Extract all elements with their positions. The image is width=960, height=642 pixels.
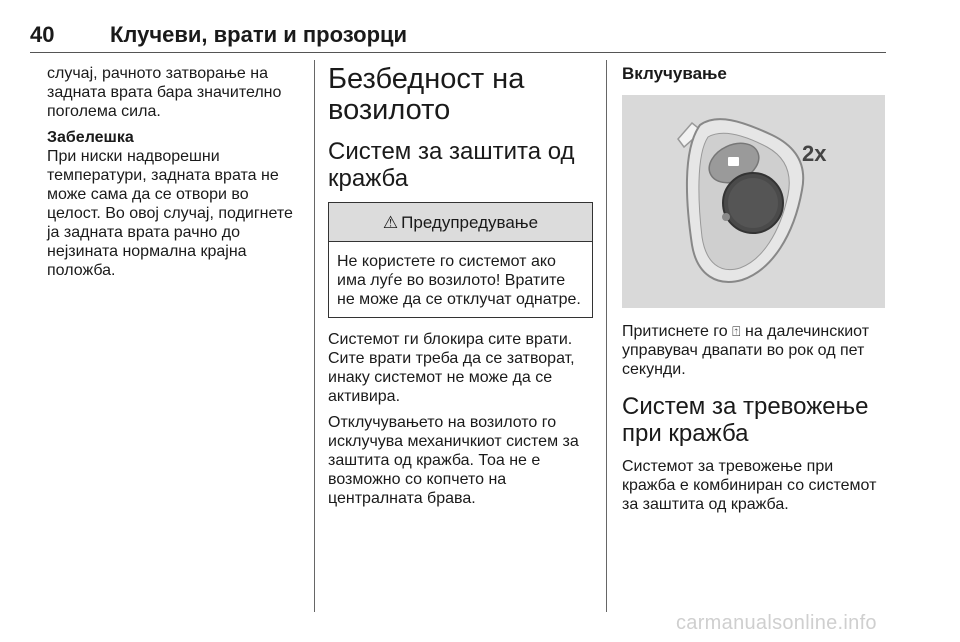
paragraph: Системот ги блокира сите врати. Сите врати треба да се затворат, инаку системот не може да се активира. (328, 331, 575, 405)
caption-text: Притиснете го (622, 323, 728, 340)
column-middle (328, 64, 593, 515)
warning-text: Не користете го системот ако има луѓе во возилото! Вратите не може да се отклучат однатре. (337, 253, 581, 308)
page-header (30, 16, 886, 53)
subsection-heading: Вклучување (622, 64, 727, 83)
key-fob-icon (622, 95, 885, 308)
paragraph: Системот за тревожење при кражба е комбиниран со системот за заштита од кражба. (622, 458, 877, 513)
warning-triangle-icon: ⚠ (382, 212, 399, 232)
warning-box (328, 202, 593, 318)
paragraph: случај, рачното затворање на задната врата бара значително поголема сила. (47, 65, 282, 120)
column-left (47, 64, 305, 287)
paragraph: Отклучувањето на возилото го исклучува механичкиот систем за заштита од кражба. Тоа не е возможно со копчето на централната брава. (328, 414, 579, 507)
warning-title: Предупредување (401, 212, 539, 232)
note-label: Забелешка (47, 129, 134, 146)
chapter-title: Клучеви, врати и прозорци (110, 22, 408, 47)
column-right (622, 64, 888, 521)
watermark: carmanualsonline.info (676, 612, 877, 634)
column-divider (606, 60, 607, 612)
lock-icon: ⍐ (732, 323, 741, 339)
figure-caption (622, 322, 888, 379)
key-fob-figure (622, 95, 885, 308)
section-heading: Безбедност на возилото (328, 63, 525, 126)
note-text: При ниски надворешни температури, задната врата не може сама да се отвори во целост. Во овој случај, подигнете ја задната врата рачно до нејзината нормална крајна положба. (47, 148, 293, 279)
subsection-heading: Систем за заштита од кражба (328, 138, 575, 192)
page-number: 40 (30, 22, 55, 47)
caption-text: на далечинскиот управувач двапати во рок од пет секунди. (622, 323, 870, 378)
column-divider (314, 60, 315, 612)
warning-header (329, 203, 592, 242)
figure-label: 2x (802, 141, 827, 166)
section-heading: Систем за тревожење при кражба (622, 393, 869, 447)
